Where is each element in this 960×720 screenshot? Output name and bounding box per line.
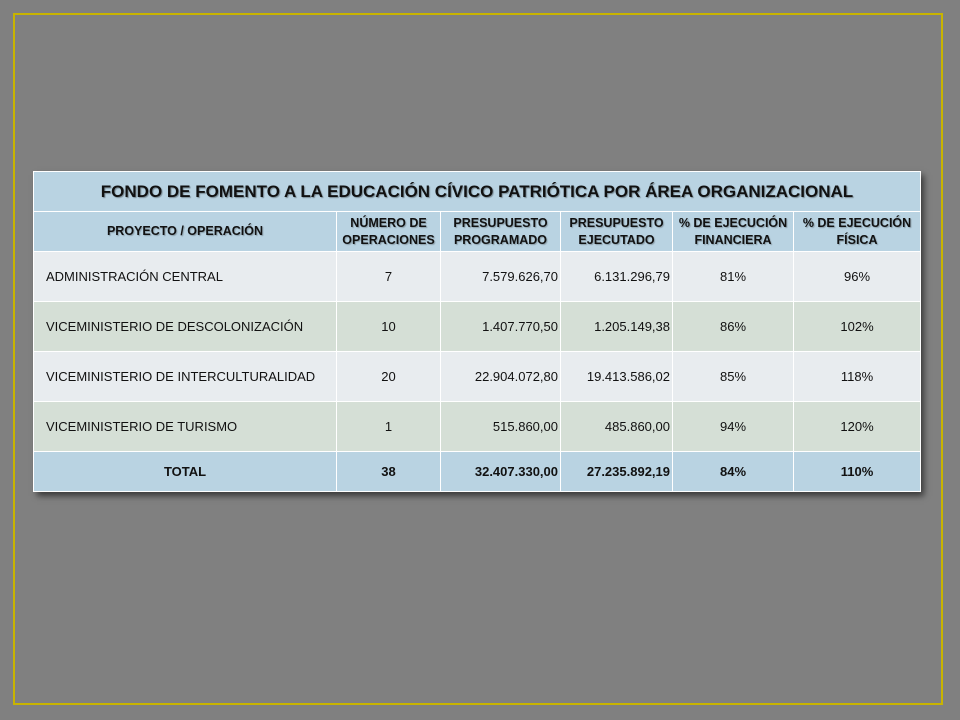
header-proyecto: PROYECTO / OPERACIÓN: [34, 212, 337, 252]
table-row: [34, 302, 921, 352]
header-ejecucion-fisica: % DE EJECUCIÓN FÍSICA: [794, 212, 921, 252]
row-operaciones: 7: [337, 252, 441, 302]
row-ejecutado: 6.131.296,79: [561, 252, 673, 302]
row-programado: 1.407.770,50: [441, 302, 561, 352]
row-name: VICEMINISTERIO DE INTERCULTURALIDAD: [34, 352, 337, 402]
total-operaciones: 38: [337, 452, 441, 492]
row-operaciones: 1: [337, 402, 441, 452]
total-label: TOTAL: [34, 452, 337, 492]
row-ejecutado: 19.413.586,02: [561, 352, 673, 402]
row-ejecucion-financiera: 85%: [673, 352, 794, 402]
row-ejecucion-financiera: 86%: [673, 302, 794, 352]
row-name: ADMINISTRACIÓN CENTRAL: [34, 252, 337, 302]
row-programado: 22.904.072,80: [441, 352, 561, 402]
row-ejecucion-financiera: 81%: [673, 252, 794, 302]
table-row: [34, 402, 921, 452]
row-operaciones: 20: [337, 352, 441, 402]
table-title: FONDO DE FOMENTO A LA EDUCACIÓN CÍVICO PATRIÓTICA POR ÁREA ORGANIZACIONAL: [34, 172, 921, 212]
total-programado: 32.407.330,00: [441, 452, 561, 492]
header-ejecucion-financiera: % DE EJECUCIÓN FINANCIERA: [673, 212, 794, 252]
row-name: VICEMINISTERIO DE DESCOLONIZACIÓN: [34, 302, 337, 352]
table-row: [34, 252, 921, 302]
header-presupuesto-programado: PRESUPUESTO PROGRAMADO: [441, 212, 561, 252]
row-ejecutado: 1.205.149,38: [561, 302, 673, 352]
row-ejecucion-fisica: 102%: [794, 302, 921, 352]
total-ejecucion-financiera: 84%: [673, 452, 794, 492]
row-ejecucion-financiera: 94%: [673, 402, 794, 452]
row-ejecucion-fisica: 120%: [794, 402, 921, 452]
total-ejecucion-fisica: 110%: [794, 452, 921, 492]
row-programado: 7.579.626,70: [441, 252, 561, 302]
table-row: [34, 352, 921, 402]
total-row: [34, 452, 921, 492]
row-name: VICEMINISTERIO DE TURISMO: [34, 402, 337, 452]
row-operaciones: 10: [337, 302, 441, 352]
header-numero-operaciones: NÚMERO DE OPERACIONES: [337, 212, 441, 252]
total-ejecutado: 27.235.892,19: [561, 452, 673, 492]
row-ejecutado: 485.860,00: [561, 402, 673, 452]
row-ejecucion-fisica: 96%: [794, 252, 921, 302]
row-ejecucion-fisica: 118%: [794, 352, 921, 402]
row-programado: 515.860,00: [441, 402, 561, 452]
budget-table: [33, 171, 920, 492]
header-presupuesto-ejecutado: PRESUPUESTO EJECUTADO: [561, 212, 673, 252]
